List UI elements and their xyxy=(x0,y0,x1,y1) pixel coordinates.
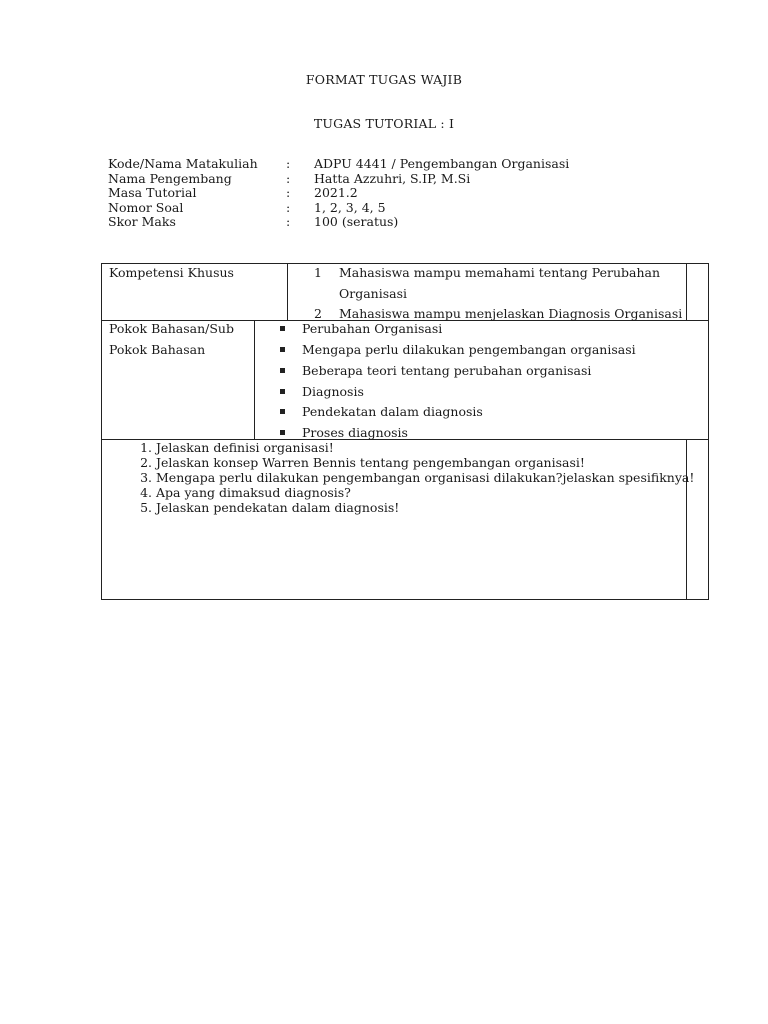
info-label: Masa Tutorial xyxy=(108,185,197,200)
info-value: Hatta Azzuhri, S.IP, M.Si xyxy=(314,170,471,186)
bullet-icon xyxy=(280,389,285,394)
topic-item xyxy=(280,401,483,422)
question-item xyxy=(130,486,351,501)
info-value: ADPU 4441 / Pengembangan Organisasi xyxy=(314,156,570,171)
competency-number: 1 xyxy=(314,265,322,280)
document-subtitle: TUGAS TUTORIAL : I xyxy=(313,116,455,131)
competency-text: Mahasiswa mampu memahami tentang Perubahan xyxy=(339,265,661,280)
bullet-icon xyxy=(280,430,285,435)
question-text: Jelaskan konsep Warren Bennis tentang pengembangan organisasi! xyxy=(156,455,585,470)
bullet-icon xyxy=(280,347,285,352)
topic-text: Proses diagnosis xyxy=(302,425,408,440)
competency-number: 2 xyxy=(314,306,322,321)
topic-text: Pendekatan dalam diagnosis xyxy=(302,404,483,419)
info-colon: : xyxy=(286,185,291,200)
question-item xyxy=(130,456,585,471)
competency-text: Mahasiswa mampu menjelaskan Diagnosis Organisasi xyxy=(339,306,683,321)
question-item xyxy=(130,501,399,516)
info-value: 100 (seratus) xyxy=(314,214,399,229)
column-divider xyxy=(686,439,687,600)
column-divider xyxy=(686,264,687,320)
question-text: Mengapa perlu dilakukan pengembangan organisasi dilakukan?jelaskan spesifiknya! xyxy=(156,470,695,485)
topic-text: Diagnosis xyxy=(302,384,364,399)
topics-label: Pokok Bahasan/Sub xyxy=(109,321,234,336)
info-value: 2021.2 xyxy=(314,185,358,200)
column-divider xyxy=(254,320,255,439)
question-number: 4. xyxy=(140,485,152,500)
competency-label: Kompetensi Khusus xyxy=(109,265,234,280)
document-title: FORMAT TUGAS WAJIB xyxy=(305,72,463,87)
info-label: Nama Pengembang xyxy=(108,170,232,186)
column-divider xyxy=(287,264,288,320)
info-colon: : xyxy=(286,156,291,171)
question-item xyxy=(130,471,694,486)
bullet-icon xyxy=(280,368,285,373)
info-value: 1, 2, 3, 4, 5 xyxy=(314,199,386,215)
question-text: Jelaskan pendekatan dalam diagnosis! xyxy=(156,500,400,515)
info-colon: : xyxy=(286,214,291,229)
topic-item xyxy=(280,339,636,360)
info-colon: : xyxy=(286,170,291,186)
question-item xyxy=(130,441,334,456)
info-label: Nomor Soal xyxy=(108,199,184,215)
info-colon: : xyxy=(286,199,291,215)
topic-text: Mengapa perlu dilakukan pengembangan organisasi xyxy=(302,342,636,357)
competency-text-continued: Organisasi xyxy=(339,286,408,301)
question-number: 1. xyxy=(140,440,152,455)
question-text: Jelaskan definisi organisasi! xyxy=(156,440,334,455)
bullet-icon xyxy=(280,409,285,414)
topic-item xyxy=(280,318,442,339)
bullet-icon xyxy=(280,326,285,331)
question-number: 2. xyxy=(140,455,152,470)
question-number: 5. xyxy=(140,500,152,515)
topic-text: Perubahan Organisasi xyxy=(302,321,443,336)
info-label: Kode/Nama Matakuliah xyxy=(108,156,258,171)
question-text: Apa yang dimaksud diagnosis? xyxy=(156,485,351,500)
assignment-table xyxy=(101,263,709,600)
topic-item xyxy=(280,360,591,381)
question-number: 3. xyxy=(140,470,152,485)
topic-item xyxy=(280,381,364,402)
topic-text: Beberapa teori tentang perubahan organisasi xyxy=(302,363,592,378)
topics-label-continued: Pokok Bahasan xyxy=(109,342,206,357)
info-label: Skor Maks xyxy=(108,214,176,229)
